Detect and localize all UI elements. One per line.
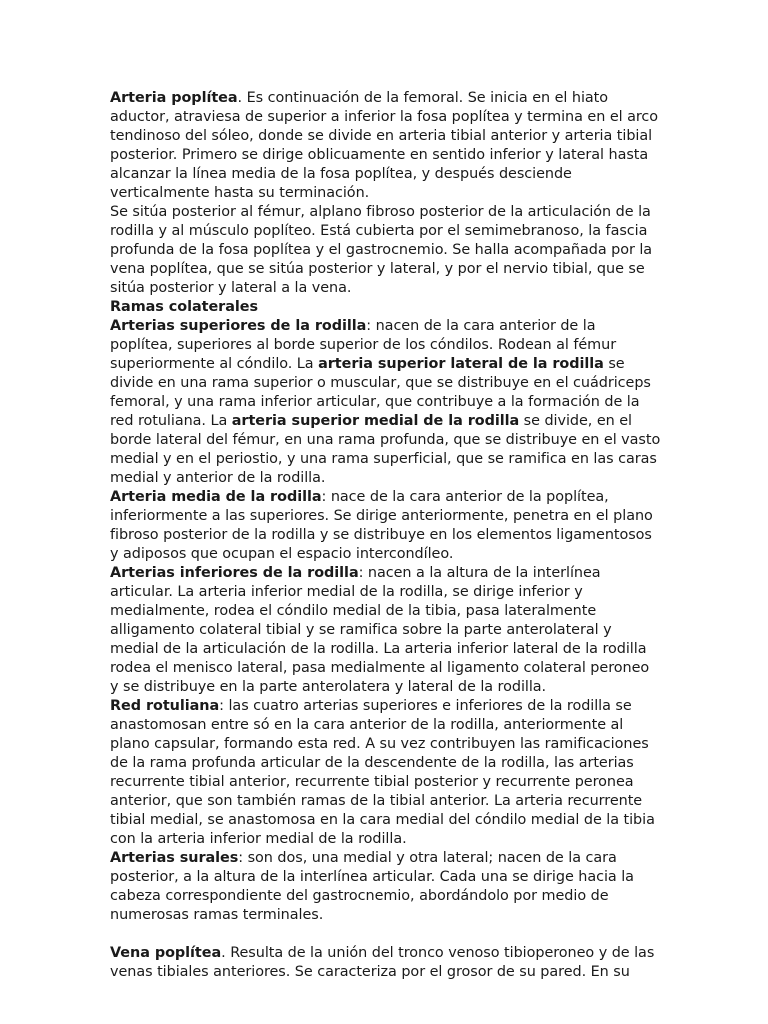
- text-line: [110, 488, 670, 507]
- line-text: medialmente, rodea el cóndilo medial de la tibia, pasa lateralmente: [110, 603, 597, 619]
- line-text: plano capsular, formando esta red. A su vez contribuyen las ramificaciones: [110, 736, 649, 752]
- bold-term: Arterias inferiores de la rodilla: [110, 565, 359, 581]
- line-text: de la rama profunda articular de la descendente de la rodilla, las arterias: [110, 755, 634, 771]
- line-text: femoral, y una rama inferior articular, que contribuye a la formación de la: [110, 394, 640, 410]
- line-text: : las cuatro arterias superiores e inferiores de la rodilla se: [219, 698, 632, 714]
- line-text: tibial medial, se anastomosa en la cara medial del cóndilo medial de la tibia: [110, 812, 655, 828]
- line-text: cabeza correspondiente del gastrocnemio, abordándolo por medio de: [110, 888, 609, 904]
- line-text: medial y anterior de la rodilla.: [110, 470, 326, 486]
- line-text: borde lateral del fémur, en una rama profunda, que se distribuye en el vasto: [110, 432, 661, 448]
- bold-term: Red rotuliana: [110, 698, 220, 714]
- line-text: numerosas ramas terminales.: [110, 907, 324, 923]
- line-text: y se distribuye en la parte anterolatera y lateral de la rodilla.: [110, 679, 547, 695]
- line-text: : nacen de la cara anterior de la: [366, 318, 596, 334]
- text-line: [110, 431, 670, 450]
- line-text: poplítea, superiores al borde superior de los cóndilos. Rodean al fémur: [110, 337, 617, 353]
- text-line: [110, 298, 670, 317]
- line-text: rodea el menisco lateral, pasa medialmente al ligamento colateral peroneo: [110, 660, 650, 676]
- bold-term: arteria superior lateral de la rodilla: [318, 356, 604, 372]
- bold-term: Vena poplítea: [110, 945, 222, 961]
- text-line: [110, 697, 670, 716]
- text-line: [110, 355, 670, 374]
- line-text: posterior, a la altura de la interlínea articular. Cada una se dirige hacia la: [110, 869, 634, 885]
- text-line: [110, 279, 670, 298]
- text-line: [110, 184, 670, 203]
- text-line: [110, 203, 670, 222]
- text-line: [110, 222, 670, 241]
- line-text: recurrente tibial anterior, recurrente tibial posterior y recurrente peronea: [110, 774, 634, 790]
- text-line: [110, 602, 670, 621]
- text-line: [110, 583, 670, 602]
- line-text: sitúa posterior y lateral a la vena.: [110, 280, 352, 296]
- line-text: medial y en el periostio, y una rama superficial, que se ramifica en las caras: [110, 451, 657, 467]
- line-text: superiormente al cóndilo. La: [110, 356, 319, 372]
- line-text: . Es continuación de la femoral. Se inicia en el hiato: [237, 90, 609, 106]
- text-line: [110, 716, 670, 735]
- text-line: [110, 507, 670, 526]
- bold-term: Ramas colaterales: [110, 299, 258, 315]
- line-text: vena poplítea, que se sitúa posterior y lateral, y por el nervio tibial, que se: [110, 261, 645, 277]
- bold-term: Arteria poplítea: [110, 90, 238, 106]
- line-text: : nacen a la altura de la interlínea: [358, 565, 601, 581]
- text-line: [110, 868, 670, 887]
- text-line: [110, 393, 670, 412]
- text-line: [110, 944, 670, 963]
- text-line: [110, 260, 670, 279]
- text-line: [110, 811, 670, 830]
- text-line: [110, 564, 670, 583]
- text-line: [110, 469, 670, 488]
- line-text: profunda de la fosa poplítea y el gastrocnemio. Se halla acompañada por la: [110, 242, 653, 258]
- text-line: [110, 659, 670, 678]
- text-line: [110, 735, 670, 754]
- line-text: Se sitúa posterior al fémur, alplano fibroso posterior de la articulación de la: [110, 204, 651, 220]
- bold-term: Arterias surales: [110, 850, 239, 866]
- line-text: con la arteria inferior medial de la rodilla.: [110, 831, 407, 847]
- line-text: anterior, que son también ramas de la tibial anterior. La arteria recurrente: [110, 793, 643, 809]
- text-line: [110, 241, 670, 260]
- line-text: alligamento colateral tibial y se ramifica sobre la parte anterolateral y: [110, 622, 612, 638]
- text-line: [110, 640, 670, 659]
- text-line: [110, 792, 670, 811]
- text-line: [110, 127, 670, 146]
- line-text: fibroso posterior de la rodilla y se distribuye en los elementos ligamentosos: [110, 527, 652, 543]
- text-line: [110, 526, 670, 545]
- line-text: rodilla y al músculo poplíteo. Está cubierta por el semimebranoso, la fascia: [110, 223, 648, 239]
- text-line: [110, 317, 670, 336]
- text-line: [110, 374, 670, 393]
- line-text: y adiposos que ocupan el espacio intercondíleo.: [110, 546, 454, 562]
- text-line: [110, 165, 670, 184]
- text-line: [110, 108, 670, 127]
- line-text: : nace de la cara anterior de la poplítea,: [321, 489, 609, 505]
- line-text: anastomosan entre só en la cara anterior de la rodilla, anteriormente al: [110, 717, 624, 733]
- blank-line: [110, 925, 670, 944]
- line-text: : son dos, una medial y otra lateral; nacen de la cara: [238, 850, 617, 866]
- text-line: [110, 963, 670, 982]
- text-line: [110, 754, 670, 773]
- text-line: [110, 773, 670, 792]
- line-text: divide en una rama superior o muscular, que se distribuye en el cuádriceps: [110, 375, 651, 391]
- text-line: [110, 849, 670, 868]
- text-line: [110, 545, 670, 564]
- text-line: [110, 830, 670, 849]
- text-line: [110, 146, 670, 165]
- bold-term: Arterias superiores de la rodilla: [110, 318, 367, 334]
- line-text: inferiormente a las superiores. Se dirige anteriormente, penetra en el plano: [110, 508, 653, 524]
- text-line: [110, 412, 670, 431]
- text-line: [110, 89, 670, 108]
- line-text: articular. La arteria inferior medial de la rodilla, se dirige inferior y: [110, 584, 583, 600]
- bold-term: arteria superior medial de la rodilla: [231, 413, 520, 429]
- line-text: posterior. Primero se dirige oblicuamente en sentido inferior y lateral hasta: [110, 147, 649, 163]
- line-text: venas tibiales anteriores. Se caracteriza por el grosor de su pared. En su: [110, 964, 630, 980]
- line-text: verticalmente hasta su terminación.: [110, 185, 370, 201]
- line-text: . Resulta de la unión del tronco venoso tibioperoneo y de las: [221, 945, 655, 961]
- bold-term: Arteria media de la rodilla: [110, 489, 322, 505]
- text-line: [110, 450, 670, 469]
- line-text: medial de la articulación de la rodilla. La arteria inferior lateral de la rodilla: [110, 641, 647, 657]
- text-line: [110, 906, 670, 925]
- line-text: red rotuliana. La: [110, 413, 232, 429]
- text-line: [110, 336, 670, 355]
- line-text: aductor, atraviesa de superior a inferior la fosa poplítea y termina en el arco: [110, 109, 659, 125]
- line-text: se: [603, 356, 625, 372]
- text-line: [110, 887, 670, 906]
- line-text: se divide, en el: [519, 413, 632, 429]
- document-body: [110, 89, 670, 982]
- line-text: tendinoso del sóleo, donde se divide en arteria tibial anterior y arteria tibial: [110, 128, 653, 144]
- line-text: alcanzar la línea media de la fosa poplítea, y después desciende: [110, 166, 572, 182]
- text-line: [110, 621, 670, 640]
- text-line: [110, 678, 670, 697]
